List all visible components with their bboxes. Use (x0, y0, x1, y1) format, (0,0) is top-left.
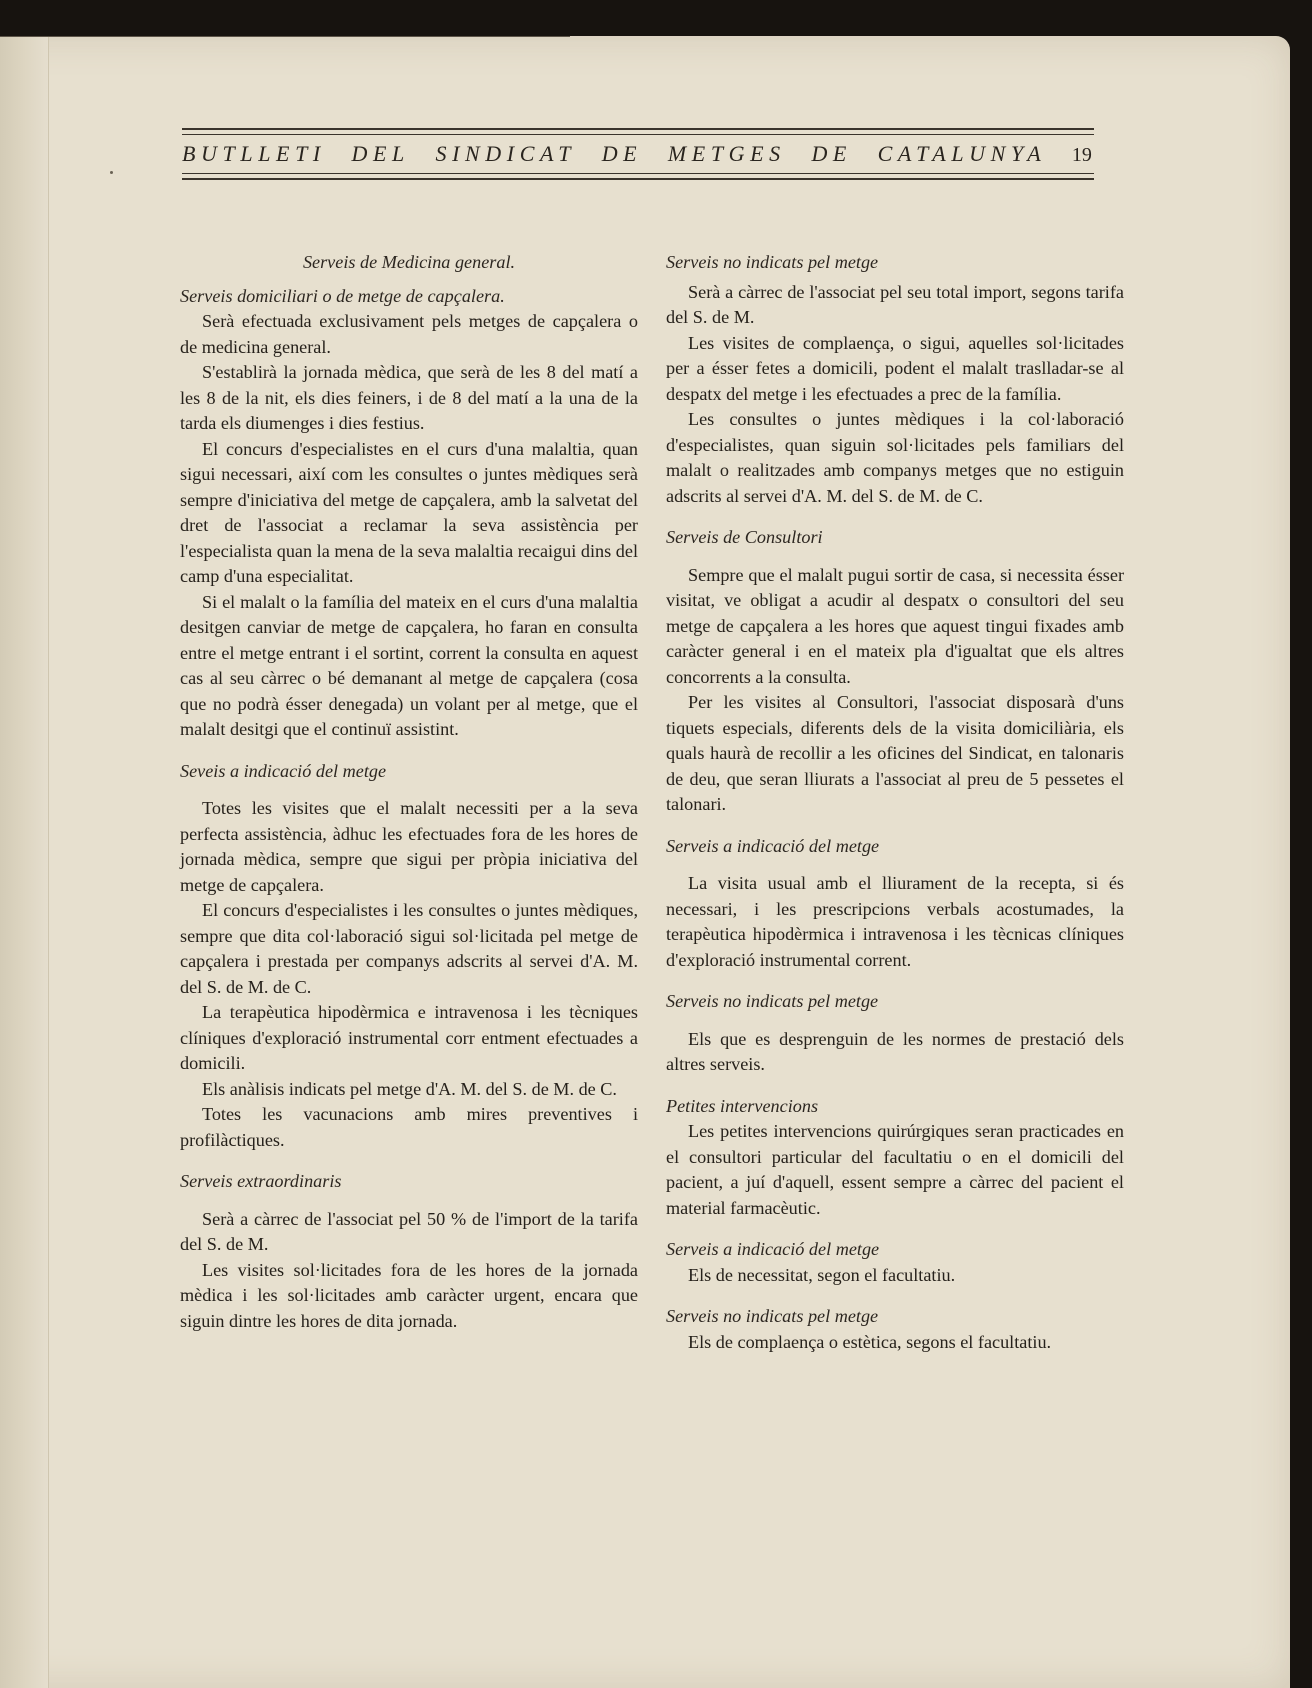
paragraph: La terapèutica hipodèrmica e intravenosa i les tècniques clíniques d'exploració instrumental corr entment efectuades a domicili. (180, 1002, 638, 1073)
page-spine (0, 36, 49, 1688)
left-column (180, 250, 638, 1334)
page-number: 19 (1071, 144, 1092, 166)
paragraph: La visita usual amb el lliurament de la recepta, si és necessari, i les prescripcions verbals acostumades, la terapèutica hipodèrmica i intravenosa i les tècnicas clíniques d'exploració instrumental corrent. (666, 873, 1124, 970)
paragraph: Els de necessitat, segon el facultatiu. (688, 1264, 956, 1285)
header-word: DE (811, 141, 852, 166)
document-page (0, 36, 1290, 1688)
running-header (182, 128, 1094, 180)
section-heading: Serveis no indicats pel metge (666, 252, 879, 272)
section-heading: Serveis a indicació del metge (666, 1239, 880, 1259)
section-title: Serveis de Medicina general. (302, 252, 516, 272)
paragraph: Serà a càrrec de l'associat pel seu total import, segons tarifa del S. de M. (666, 281, 1124, 327)
paragraph: El concurs d'especialistes en el curs d'una malaltia, quan sigui necessari, així com les consultes o juntes mèdiques serà sempre d'iniciativa del metge de capçalera, amb la salvetat del dret de l'associat a reclamar la seva assistència per l'especialista quan la mena de la seva malaltia recaigui dins del camp d'una especialitat. (180, 438, 638, 586)
header-rule-bottom-thin (182, 173, 1094, 174)
paragraph: Si el malalt o la família del mateix en el curs d'una malaltia desitgen canviar de metge de capçalera, ho faran en consulta entre el metge entrant i el sortint, corrent la consulta en aquest cas al seu càrrec o bé demanant al metge de capçalera (cosa que no podrà ésser denegada) un volant per al metge, que el malalt desitgi que el continuï assistint. (180, 591, 638, 739)
section-heading: Serveis de Consultori (666, 527, 823, 547)
paper-speck (110, 171, 113, 174)
section-heading: Seveis a indicació del metge (180, 760, 387, 781)
paragraph: Totes les visites que el malalt necessiti per a la seva perfecta assistència, àdhuc les efectuades fora de les hores de jornada mèdica, sempre que sigui per pròpia iniciativa del metge de capçalera. (180, 798, 638, 895)
paragraph: Per les visites al Consultori, l'associat disposarà d'uns tiquets especials, diferents dels de la visita domiciliària, els quals haurà de recollir a les oficines del Sindicat, en talonaris de deu, que seran lliurats a l'associat al preu de 5 pessetes el talonari. (666, 692, 1124, 814)
section-heading: Serveis domiciliari o de metge de capçalera. (180, 285, 505, 306)
paragraph: Serà efectuada exclusivament pels metges de capçalera o de medicina general. (180, 311, 638, 357)
header-word: DEL (351, 141, 410, 166)
header-word: METGES (667, 141, 786, 166)
header-rule-bottom (182, 178, 1094, 180)
paragraph: Les visites sol·licitades fora de les hores de la jornada mèdica i les sol·licitades amb caràcter urgent, encara que siguin dintre les hores de dita jornada. (180, 1259, 638, 1331)
section-heading: Serveis no indicats pel metge (666, 1306, 879, 1326)
header-rule-top (182, 128, 1094, 130)
paragraph: Serà a càrrec de l'associat pel 50 % de l'import de la tarifa del S. de M. (180, 1208, 638, 1254)
section-heading: Serveis a indicació del metge (666, 835, 880, 856)
header-word: DE (601, 141, 643, 166)
paragraph: Totes les vacunacions amb mires preventives i profilàctiques. (180, 1104, 638, 1150)
header-title-line (182, 135, 1094, 173)
paragraph: Els de complaença o estètica, segons el facultatiu. (688, 1331, 1052, 1352)
section-heading: Petites intervencions (666, 1095, 819, 1116)
paragraph: Les petites intervencions quirúrgiques seran practicades en el consultori particular del facultatiu o en el domicili del pacient, a juí d'aquell, essent sempre a càrrec del pacient el material farmacèutic. (666, 1121, 1124, 1218)
paragraph: Sempre que el malalt pugui sortir de casa, si necessita ésser visitat, ve obligat a acudir al despatx o consultori del seu metge de capçalera a les hores que aquest tingui fixades amb caràcter general i en el mateix pla d'igualtat que els altres concorrents a la consulta. (666, 564, 1124, 687)
paragraph: Els que es desprenguin de les normes de prestació dels altres serveis. (666, 1028, 1124, 1074)
paragraph: Les visites de complaença, o sigui, aquelles sol·licitades per a ésser fetes a domicili, podent el malalt traslladar-se al despatx del metge i les efectuades a prec de la família. (666, 332, 1124, 404)
paragraph: El concurs d'especialistes i les consultes o juntes mèdiques, sempre que dita col·laboració sigui sol·licitada pel metge de capçalera i prestada per companys adscrits al servei d'A. M. del S. de M. de C. (180, 900, 638, 997)
top-edge-line (0, 36, 570, 43)
header-word: SINDICAT (435, 141, 577, 166)
paragraph: Les consultes o juntes mèdiques i la col·laboració d'especialistes, quan siguin sol·licitades pels familiars del malalt o realitzades amb companys metges que no estiguin adscrits al servei d'A. M. del S. de M. de C. (666, 409, 1124, 506)
right-column (666, 250, 1124, 1355)
paragraph: Els anàlisis indicats pel metge d'A. M. del S. de M. de C. (202, 1078, 617, 1099)
section-heading: Serveis no indicats pel metge (666, 991, 879, 1011)
header-word: BUTLLETI (182, 141, 326, 166)
section-heading: Serveis extraordinaris (180, 1171, 342, 1191)
header-word: CATALUNYA (877, 141, 1047, 166)
paragraph: S'establirà la jornada mèdica, que serà de les 8 del matí a les 8 de la nit, els dies feiners, i de 8 del matí a la una de la tarda els diumenges i dies festius. (180, 362, 638, 433)
